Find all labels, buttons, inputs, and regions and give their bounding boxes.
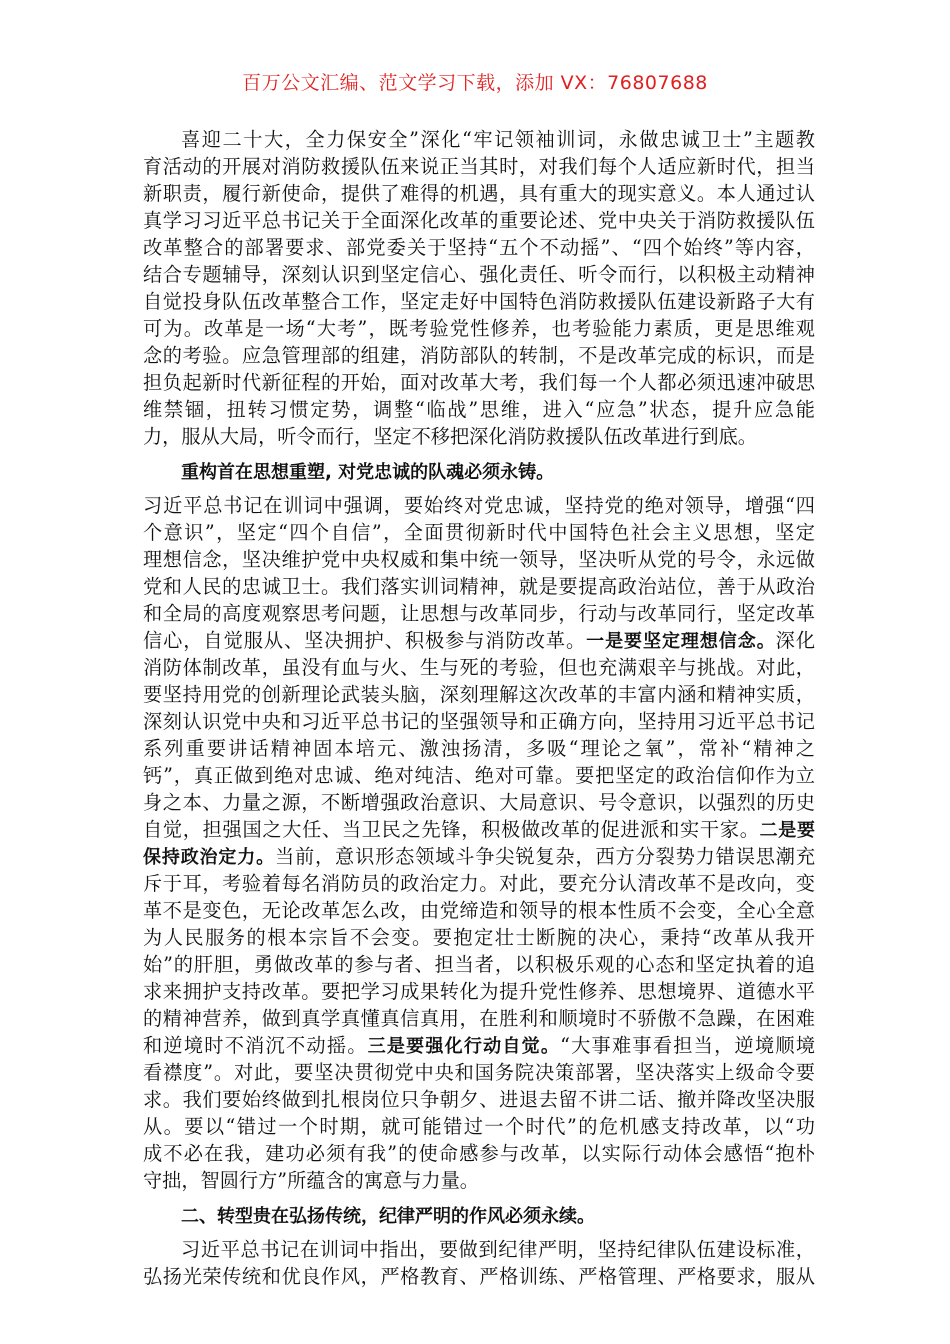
- intro-paragraph: [143, 126, 815, 450]
- text-line: 结合专题辅导，深刻认识到坚定信心、强化责任、听令而行，以积极主动精神: [143, 263, 815, 286]
- text-line: 个意识”，坚定“四个自信”，全面贯彻新时代中国特色社会主义思想，坚定: [143, 521, 815, 544]
- text-line: 党和人民的忠诚卫士。我们落实训词精神，就是要提高政治站位，善于从政治: [143, 575, 815, 598]
- emphasis-text: 一是要坚定理想信念。: [586, 631, 776, 652]
- text-line: 可为。改革是一场“大考”，既考验党性修养，也考验能力素质，更是思维观: [143, 317, 815, 340]
- text-line: 念的考验。应急管理部的组建，消防部队的转制，不是改革完成的标识，而是: [143, 344, 815, 367]
- section-heading-1: 重构首在思想重塑, 对党忠诚的队魂必须永铸。: [181, 462, 555, 483]
- text-line: 保持政治定力。当前，意识形态领域斗争尖锐复杂，西方分裂势力错误思潮充: [143, 845, 816, 868]
- text-line: 看襟度”。对此，要坚决贯彻党中央和国务院决策部署，坚决落实上级命令要: [143, 1061, 815, 1084]
- text-line: 育活动的开展对消防救援队伍来说正当其时，对我们每个人适应新时代，担当: [143, 155, 815, 178]
- text-line: 力，服从大局，听令而行，坚定不移把深化消防救援队伍改革进行到底。: [143, 425, 757, 448]
- text-line: 的精神营养，做到真学真懂真信真用，在胜利和顺境时不骄傲不急躁，在困难: [143, 1007, 815, 1030]
- document-body: [143, 126, 815, 1290]
- text-line: 消防体制改革，虽没有血与火、生与死的考验，但也充满艰辛与挑战。对此，: [143, 656, 815, 679]
- text-line: 求来拥护支持改革。要把学习成果转化为提升党性修养、思想境界、道德水平: [143, 980, 815, 1003]
- text-line: 维禁锢，扭转习惯定势，调整“临战”思维，进入“应急”状态，提升应急能: [143, 398, 815, 421]
- text-line: 求。我们要始终做到扎根岗位只争朝夕、进退去留不讲二话、撤并降改坚决服: [143, 1088, 815, 1111]
- text-line: 习近平总书记在训词中指出，要做到纪律严明，坚持纪律队伍建设标准，: [181, 1238, 815, 1261]
- text-line: 守拙，智圆行方”所蕴含的寓意与力量。: [143, 1169, 479, 1192]
- text-line: 信心，自觉服从、坚决拥护、积极参与消防改革。一是要坚定理想信念。深化: [143, 629, 816, 652]
- text-line: 喜迎二十大，全力保安全”深化“牢记领袖训词，永做忠诚卫士”主题教: [181, 128, 815, 151]
- text-line: 钙”，真正做到绝对忠诚、绝对纯洁、绝对可靠。要把坚定的政治信仰作为立: [143, 764, 815, 787]
- text-line: 系列重要讲话精神固本培元、激浊扬清，多吸“理论之氧”，常补“精神之: [143, 737, 815, 760]
- text-line: 改革整合的部署要求、部党委关于坚持“五个不动摇”、“四个始终”等内容，: [143, 236, 815, 259]
- text-line: 自觉，担强国之大任、当卫民之先锋，积极做改革的促进派和实干家。二是要: [143, 818, 815, 841]
- text-line: 为人民服务的根本宗旨不会变。要抱定壮士断腕的决心，秉持“改革从我开: [143, 926, 815, 949]
- emphasis-text: 二是要: [759, 820, 815, 841]
- text-line: 深刻认识党中央和习近平总书记的坚强领导和正确方向，坚持用习近平总书记: [143, 710, 815, 733]
- section-heading-2: 二、转型贵在弘扬传统，纪律严明的作风必须永续。: [181, 1206, 595, 1227]
- text-line: 要坚持用党的创新理论武装头脑，深刻理解这次改革的丰富内涵和精神实质，: [143, 683, 815, 706]
- text-line: 和逆境时不消沉不动摇。三是要强化行动自觉。“大事难事看担当，逆境顺境: [143, 1034, 816, 1057]
- text-line: 和全局的高度观察思考问题，让思想与改革同步，行动与改革同行，坚定改革: [143, 602, 815, 625]
- watermark-banner: 百万公文汇编、范文学习下载，添加 VX：76807688: [242, 72, 708, 94]
- text-line: 理想信念，坚决维护党中央权威和集中统一领导，坚决听从党的号令，永远做: [143, 548, 815, 571]
- text-line: 革不是变色，无论改革怎么改，由党缔造和领导的根本性质不会变，全心全意: [143, 899, 815, 922]
- text-line: 身之本、力量之源，不断增强政治意识、大局意识、号令意识，以强烈的历史: [143, 791, 815, 814]
- section-2-paragraph: [143, 1236, 815, 1290]
- text-line: 始”的肝胆，勇做改革的参与者、担当者，以积极乐观的心态和坚定执着的追: [143, 953, 815, 976]
- text-line: 弘扬光荣传统和优良作风，严格教育、严格训练、严格管理、严格要求，服从: [143, 1265, 815, 1288]
- emphasis-text: 保持政治定力。: [143, 847, 275, 868]
- text-line: 真学习习近平总书记关于全面深化改革的重要论述、党中央关于消防救援队伍: [143, 209, 815, 232]
- text-line: 成不必在我，建功必须有我”的使命感参与改革，以实际行动体会感悟“抱朴: [143, 1142, 815, 1165]
- text-line: 从。要以“错过一个时期，就可能错过一个时代”的危机感支持改革，以“功: [143, 1115, 815, 1138]
- text-line: 斥于耳，考验着每名消防员的政治定力。对此，要充分认清改革不是改向，变: [143, 872, 815, 895]
- emphasis-text: 三是要强化行动自觉。: [367, 1036, 561, 1057]
- section-1-paragraph: [143, 492, 815, 1194]
- text-line: 自觉投身队伍改革整合工作，坚定走好中国特色消防救援队伍建设新路子大有: [143, 290, 815, 313]
- text-line: 担负起新时代新征程的开始，面对改革大考，我们每一个人都必须迅速冲破思: [143, 371, 815, 394]
- text-line: 新职责，履行新使命，提供了难得的机遇，具有重大的现实意义。本人通过认: [143, 182, 815, 205]
- text-line: 习近平总书记在训词中强调，要始终对党忠诚，坚持党的绝对领导，增强“四: [143, 494, 815, 517]
